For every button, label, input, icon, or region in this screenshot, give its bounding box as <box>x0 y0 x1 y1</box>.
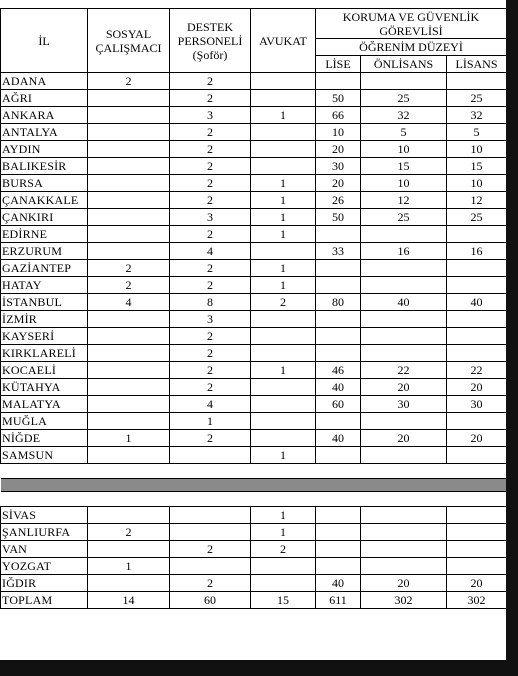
cell-avukat <box>251 124 316 141</box>
header-onlisans: ÖNLİSANS <box>361 56 447 73</box>
cell-lise <box>316 413 361 430</box>
cell-onlisans <box>361 73 447 90</box>
cell-destek: 2 <box>170 328 251 345</box>
cell-onlisans <box>361 413 447 430</box>
cell-sosyal <box>88 413 170 430</box>
cell-onlisans: 10 <box>361 175 447 192</box>
cell-lisans <box>447 507 507 524</box>
table-row <box>1 209 507 226</box>
cell-sosyal <box>88 345 170 362</box>
table-row <box>1 524 507 541</box>
cell-lisans <box>447 226 507 243</box>
cell-avukat <box>251 243 316 260</box>
cell-onlisans <box>361 311 447 328</box>
cell-destek: 4 <box>170 243 251 260</box>
cell-avukat: 2 <box>251 541 316 558</box>
cell-lise <box>316 447 361 464</box>
cell-lisans <box>447 413 507 430</box>
cell-lise: 26 <box>316 192 361 209</box>
cell-sosyal <box>88 362 170 379</box>
cell-il: VAN <box>1 541 88 558</box>
cell-destek: 2 <box>170 379 251 396</box>
cell-avukat <box>251 328 316 345</box>
cell-avukat: 2 <box>251 294 316 311</box>
cell-il: ÇANAKKALE <box>1 192 88 209</box>
table-row <box>1 575 507 592</box>
cell-lise <box>316 311 361 328</box>
cell-avukat <box>251 413 316 430</box>
cell-il: AĞRI <box>1 90 88 107</box>
cell-lisans: 25 <box>447 90 507 107</box>
cell-onlisans: 15 <box>361 158 447 175</box>
cell-destek: 2 <box>170 90 251 107</box>
cell-sosyal: 2 <box>88 73 170 90</box>
cell-avukat: 1 <box>251 226 316 243</box>
cell-il: ŞANLIURFA <box>1 524 88 541</box>
cell-destek: 2 <box>170 158 251 175</box>
cell-sosyal <box>88 396 170 413</box>
table-row <box>1 294 507 311</box>
table-row <box>1 541 507 558</box>
staff-table <box>0 8 507 609</box>
cell-il: KAYSERİ <box>1 328 88 345</box>
cell-avukat: 1 <box>251 107 316 124</box>
table-row <box>1 90 507 107</box>
cell-lise: 611 <box>316 592 361 609</box>
table-row <box>1 277 507 294</box>
cell-sosyal <box>88 107 170 124</box>
cell-lise: 66 <box>316 107 361 124</box>
cell-destek <box>170 558 251 575</box>
cell-il: SAMSUN <box>1 447 88 464</box>
cell-lisans: 20 <box>447 575 507 592</box>
cell-avukat <box>251 90 316 107</box>
cell-onlisans: 302 <box>361 592 447 609</box>
cell-lisans <box>447 345 507 362</box>
table-row <box>1 226 507 243</box>
cell-sosyal <box>88 243 170 260</box>
cell-il: ERZURUM <box>1 243 88 260</box>
bottom-border <box>0 660 518 676</box>
table-row <box>1 362 507 379</box>
table-row <box>1 192 507 209</box>
cell-il: NİĞDE <box>1 430 88 447</box>
cell-lisans: 12 <box>447 192 507 209</box>
cell-avukat <box>251 430 316 447</box>
cell-avukat: 1 <box>251 260 316 277</box>
cell-sosyal <box>88 507 170 524</box>
table-row <box>1 260 507 277</box>
cell-lisans: 25 <box>447 209 507 226</box>
table-row <box>1 124 507 141</box>
cell-destek: 3 <box>170 107 251 124</box>
cell-sosyal <box>88 192 170 209</box>
cell-lise <box>316 541 361 558</box>
cell-lisans: 10 <box>447 141 507 158</box>
cell-destek: 2 <box>170 73 251 90</box>
cell-avukat <box>251 73 316 90</box>
cell-sosyal: 2 <box>88 524 170 541</box>
cell-onlisans: 12 <box>361 192 447 209</box>
cell-destek: 2 <box>170 175 251 192</box>
cell-lise <box>316 73 361 90</box>
cell-onlisans: 20 <box>361 430 447 447</box>
cell-lise: 46 <box>316 362 361 379</box>
cell-onlisans <box>361 260 447 277</box>
cell-il: AYDIN <box>1 141 88 158</box>
cell-destek: 3 <box>170 209 251 226</box>
cell-destek: 2 <box>170 345 251 362</box>
cell-avukat: 15 <box>251 592 316 609</box>
cell-destek: 2 <box>170 260 251 277</box>
table-header <box>1 9 507 73</box>
cell-destek <box>170 507 251 524</box>
cell-il: SİVAS <box>1 507 88 524</box>
table-row <box>1 141 507 158</box>
cell-il: ÇANKIRI <box>1 209 88 226</box>
cell-lisans <box>447 328 507 345</box>
cell-onlisans: 20 <box>361 379 447 396</box>
cell-onlisans <box>361 447 447 464</box>
cell-lise: 40 <box>316 575 361 592</box>
cell-lisans: 10 <box>447 175 507 192</box>
cell-onlisans <box>361 558 447 575</box>
cell-lisans: 30 <box>447 396 507 413</box>
cell-onlisans: 5 <box>361 124 447 141</box>
cell-destek: 1 <box>170 413 251 430</box>
cell-lise <box>316 558 361 575</box>
header-destek-personeli: DESTEK PERSONELİ (Şoför) <box>170 9 251 73</box>
cell-lise: 40 <box>316 430 361 447</box>
cell-lise: 20 <box>316 141 361 158</box>
cell-destek: 2 <box>170 124 251 141</box>
cell-sosyal <box>88 158 170 175</box>
cell-avukat <box>251 396 316 413</box>
cell-il: KÜTAHYA <box>1 379 88 396</box>
cell-avukat <box>251 345 316 362</box>
table-body-top <box>1 73 507 464</box>
header-lise: LİSE <box>316 56 361 73</box>
cell-lise: 50 <box>316 209 361 226</box>
cell-il: İSTANBUL <box>1 294 88 311</box>
cell-lise: 50 <box>316 90 361 107</box>
cell-il: KIRKLARELİ <box>1 345 88 362</box>
cell-onlisans <box>361 345 447 362</box>
cell-sosyal <box>88 226 170 243</box>
cell-avukat <box>251 379 316 396</box>
cell-avukat: 1 <box>251 524 316 541</box>
cell-onlisans <box>361 226 447 243</box>
cell-destek: 2 <box>170 226 251 243</box>
cell-avukat: 1 <box>251 175 316 192</box>
table-body-bottom <box>1 507 507 609</box>
cell-il: TOPLAM <box>1 592 88 609</box>
header-avukat: AVUKAT <box>251 9 316 73</box>
cell-destek: 2 <box>170 430 251 447</box>
cell-sosyal: 1 <box>88 430 170 447</box>
cell-destek: 3 <box>170 311 251 328</box>
cell-sosyal <box>88 575 170 592</box>
cell-lisans <box>447 73 507 90</box>
cell-sosyal: 2 <box>88 260 170 277</box>
cell-onlisans: 20 <box>361 575 447 592</box>
cell-destek <box>170 447 251 464</box>
cell-lisans <box>447 524 507 541</box>
cell-onlisans: 40 <box>361 294 447 311</box>
table-row <box>1 158 507 175</box>
cell-onlisans: 30 <box>361 396 447 413</box>
cell-lisans: 302 <box>447 592 507 609</box>
cell-destek: 4 <box>170 396 251 413</box>
cell-lisans: 20 <box>447 379 507 396</box>
cell-lise: 20 <box>316 175 361 192</box>
cell-lisans <box>447 541 507 558</box>
cell-avukat: 1 <box>251 277 316 294</box>
cell-destek <box>170 524 251 541</box>
cell-lise <box>316 226 361 243</box>
cell-lisans <box>447 558 507 575</box>
table-row <box>1 175 507 192</box>
table-row <box>1 311 507 328</box>
cell-destek: 2 <box>170 575 251 592</box>
cell-il: BALIKESİR <box>1 158 88 175</box>
header-sosyal-calismaci: SOSYAL ÇALIŞMACI <box>88 9 170 73</box>
table-row <box>1 396 507 413</box>
cell-avukat: 1 <box>251 447 316 464</box>
cell-lisans: 40 <box>447 294 507 311</box>
table-row <box>1 243 507 260</box>
cell-onlisans: 25 <box>361 209 447 226</box>
table-row <box>1 507 507 524</box>
table-row <box>1 430 507 447</box>
table-row <box>1 328 507 345</box>
cell-avukat: 1 <box>251 507 316 524</box>
cell-lise: 33 <box>316 243 361 260</box>
cell-sosyal <box>88 541 170 558</box>
cell-sosyal <box>88 379 170 396</box>
table-row <box>1 558 507 575</box>
cell-destek: 2 <box>170 192 251 209</box>
cell-onlisans <box>361 507 447 524</box>
cell-il: GAZİANTEP <box>1 260 88 277</box>
cell-il: EDİRNE <box>1 226 88 243</box>
cell-sosyal <box>88 328 170 345</box>
cell-lisans: 16 <box>447 243 507 260</box>
cell-lise: 10 <box>316 124 361 141</box>
cell-lisans: 15 <box>447 158 507 175</box>
cell-sosyal <box>88 141 170 158</box>
cell-il: HATAY <box>1 277 88 294</box>
table-separator <box>1 464 507 507</box>
cell-avukat: 1 <box>251 362 316 379</box>
cell-il: IĞDIR <box>1 575 88 592</box>
cell-lise: 30 <box>316 158 361 175</box>
cell-onlisans: 10 <box>361 141 447 158</box>
cell-lise <box>316 328 361 345</box>
table-row <box>1 379 507 396</box>
cell-lise <box>316 345 361 362</box>
cell-lise <box>316 507 361 524</box>
cell-il: YOZGAT <box>1 558 88 575</box>
cell-sosyal <box>88 311 170 328</box>
cell-sosyal <box>88 175 170 192</box>
cell-lise: 60 <box>316 396 361 413</box>
cell-avukat <box>251 575 316 592</box>
cell-lise <box>316 277 361 294</box>
cell-il: BURSA <box>1 175 88 192</box>
cell-destek: 2 <box>170 277 251 294</box>
cell-lisans <box>447 260 507 277</box>
table-row <box>1 345 507 362</box>
cell-il: ANTALYA <box>1 124 88 141</box>
cell-lisans <box>447 277 507 294</box>
cell-sosyal: 4 <box>88 294 170 311</box>
cell-sosyal <box>88 447 170 464</box>
cell-il: MUĞLA <box>1 413 88 430</box>
cell-onlisans <box>361 524 447 541</box>
cell-lisans: 22 <box>447 362 507 379</box>
cell-avukat <box>251 141 316 158</box>
cell-onlisans <box>361 541 447 558</box>
cell-sosyal <box>88 124 170 141</box>
table-row <box>1 107 507 124</box>
cell-il: KOCAELİ <box>1 362 88 379</box>
cell-onlisans: 22 <box>361 362 447 379</box>
header-koruma-guvenlik: KORUMA VE GÜVENLİK GÖREVLİSİ <box>316 9 507 39</box>
cell-avukat: 1 <box>251 209 316 226</box>
cell-il: İZMİR <box>1 311 88 328</box>
cell-sosyal <box>88 90 170 107</box>
cell-lisans: 20 <box>447 430 507 447</box>
cell-lise: 40 <box>316 379 361 396</box>
table-row <box>1 413 507 430</box>
cell-sosyal: 2 <box>88 277 170 294</box>
cell-il: ANKARA <box>1 107 88 124</box>
cell-il: ADANA <box>1 73 88 90</box>
cell-onlisans <box>361 277 447 294</box>
cell-destek: 2 <box>170 362 251 379</box>
cell-avukat: 1 <box>251 192 316 209</box>
cell-avukat <box>251 311 316 328</box>
table-row <box>1 447 507 464</box>
cell-il: MALATYA <box>1 396 88 413</box>
cell-destek: 60 <box>170 592 251 609</box>
cell-lisans: 5 <box>447 124 507 141</box>
cell-sosyal: 1 <box>88 558 170 575</box>
cell-lisans: 32 <box>447 107 507 124</box>
cell-avukat <box>251 158 316 175</box>
cell-lisans <box>447 447 507 464</box>
cell-avukat <box>251 558 316 575</box>
cell-sosyal: 14 <box>88 592 170 609</box>
cell-lise <box>316 260 361 277</box>
cell-sosyal <box>88 209 170 226</box>
cell-onlisans: 25 <box>361 90 447 107</box>
cell-destek: 2 <box>170 141 251 158</box>
cell-destek: 8 <box>170 294 251 311</box>
cell-onlisans <box>361 328 447 345</box>
cell-onlisans: 16 <box>361 243 447 260</box>
right-border <box>506 0 518 676</box>
header-il: İL <box>1 9 88 73</box>
table-row <box>1 592 507 609</box>
cell-lisans <box>447 311 507 328</box>
table-row <box>1 73 507 90</box>
cell-onlisans: 32 <box>361 107 447 124</box>
cell-lise: 80 <box>316 294 361 311</box>
cell-lise <box>316 524 361 541</box>
cell-destek: 2 <box>170 541 251 558</box>
header-ogrenim-duzeyi: ÖĞRENİM DÜZEYİ <box>316 39 507 56</box>
header-lisans: LİSANS <box>447 56 507 73</box>
